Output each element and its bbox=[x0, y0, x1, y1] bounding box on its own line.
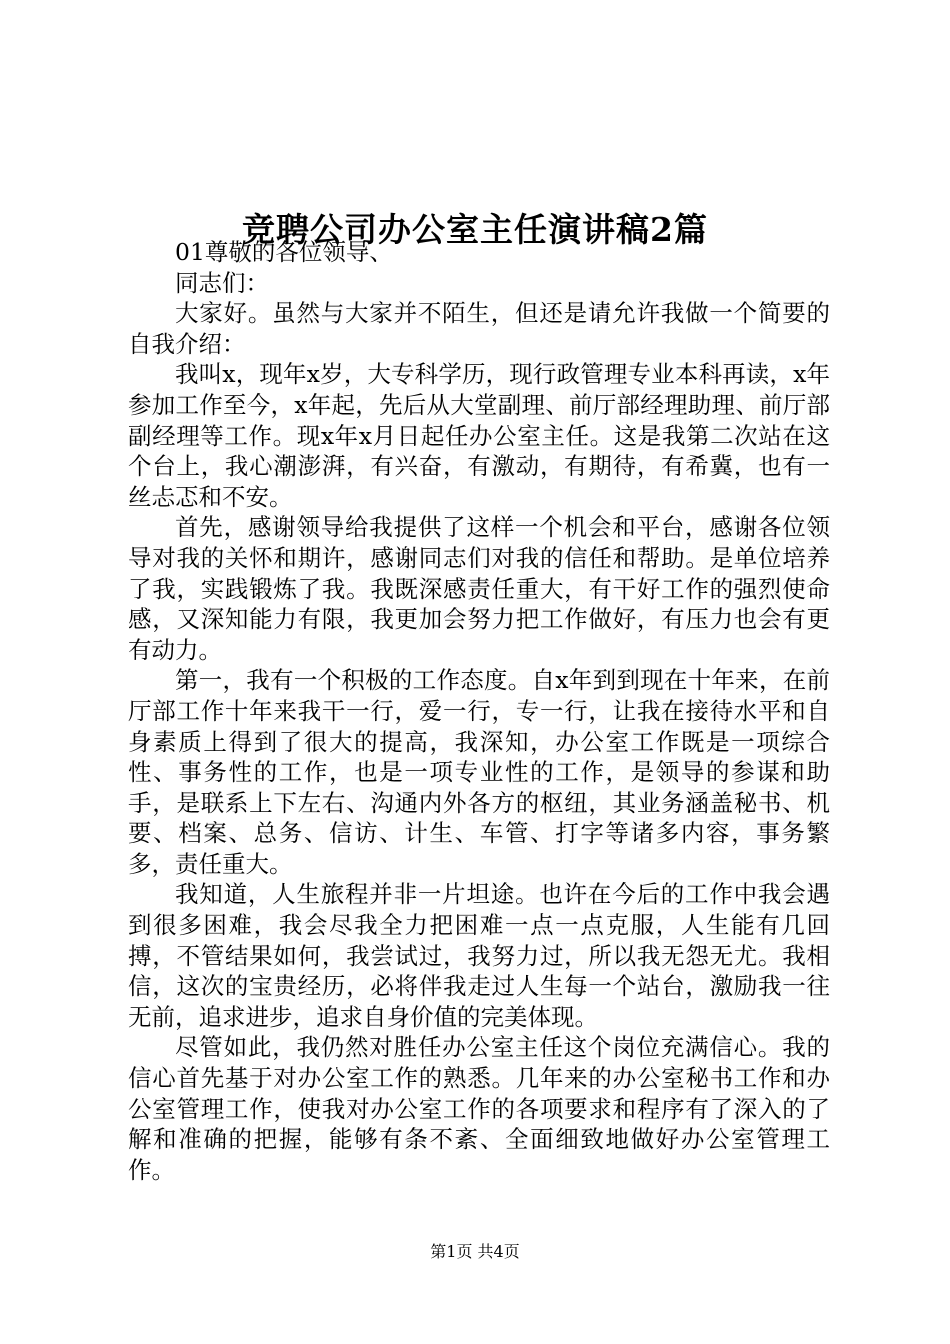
paragraph: 尽管如此，我仍然对胜任办公室主任这个岗位充满信心。我的信心首先基于对办公室工作的熟悉。几年来的办公室秘书工作和办公室管理工作，使我对办公室工作的各项要求和程序有了深入的了解和准确的把握，能够有条不紊、全面细致地做好办公室管理工作。 bbox=[128, 1033, 830, 1184]
paragraph: 01尊敬的各位领导、 bbox=[175, 238, 393, 266]
page-number-footer: 第1页 共4页 bbox=[430, 1242, 520, 1261]
paragraph: 我知道，人生旅程并非一片坦途。也许在今后的工作中我会遇到很多困难，我会尽我全力把困难一点一点克服，人生能有几回搏，不管结果如何，我尝试过，我努力过，所以我无怨无尤。我相信，这次的宝贵经历，必将伴我走过人生每一个站台，激励我一往无前，追求进步，追求自身价值的完美体现。 bbox=[128, 880, 830, 1031]
paragraph: 我叫x，现年x岁，大专科学历，现行政管理专业本科再读，x年参加工作至今，x年起，先后从大堂副理、前厅部经理助理、前厅部副经理等工作。现x年x月日起任办公室主任。这是我第二次站在这个台上，我心潮澎湃，有兴奋，有激动，有期待，有希冀，也有一丝忐忑和不安。 bbox=[128, 360, 830, 511]
document-body bbox=[128, 237, 830, 1185]
paragraph: 首先，感谢领导给我提供了这样一个机会和平台，感谢各位领导对我的关怀和期许，感谢同志们对我的信任和帮助。是单位培养了我，实践锻炼了我。我既深感责任重大，有干好工作的强烈使命感，又深知能力有限，我更加会努力把工作做好，有压力也会有更有动力。 bbox=[128, 513, 830, 664]
paragraph: 同志们： bbox=[175, 268, 269, 297]
document-title: 竞聘公司办公室主任演讲稿2篇 bbox=[242, 210, 708, 250]
paragraph: 大家好。虽然与大家并不陌生，但还是请允许我做一个简要的自我介绍： bbox=[128, 299, 830, 358]
paragraph: 第一，我有一个积极的工作态度。自x年到到现在十年来，在前厅部工作十年来我干一行，爱一行，专一行，让我在接待水平和自身素质上得到了很大的提高，我深知，办公室工作既是一项综合性、事务性的工作，也是一项专业性的工作，是领导的参谋和助手，是联系上下左右、沟通内外各方的枢纽，其业务涵盖秘书、机要、档案、总务、信访、计生、车管、打字等诸多内容，事务繁多，责任重大。 bbox=[128, 666, 830, 878]
